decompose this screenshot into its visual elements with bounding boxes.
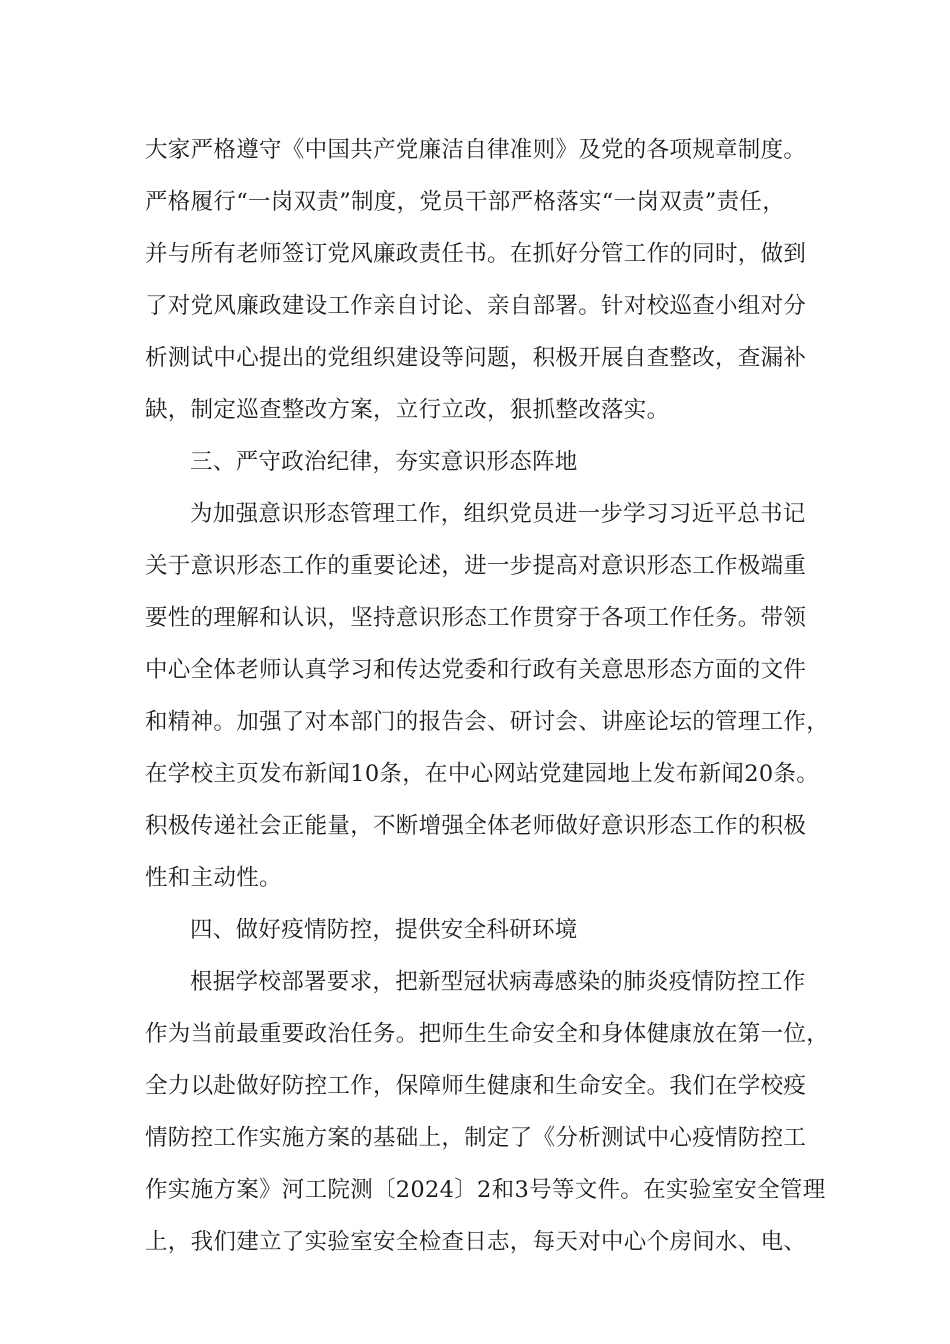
- body-text-line: 析测试中心提出的党组织建设等问题，积极开展自查整改，查漏补: [145, 345, 807, 371]
- body-text-line: 性和主动性。: [145, 865, 282, 891]
- body-text-line: 严格履行“一岗双责”制度，党员干部严格落实“一岗双责”责任，: [145, 189, 786, 215]
- body-text-line: 要性的理解和认识，坚持意识形态工作贯穿于各项工作任务。带领: [145, 605, 807, 631]
- body-text-line: 和精神。加强了对本部门的报告会、研讨会、讲座论坛的管理工作，: [145, 709, 830, 735]
- body-text-line: 情防控工作实施方案的基础上，制定了《分析测试中心疫情防控工: [145, 1125, 807, 1151]
- body-text-line: 大家严格遵守《中国共产党廉洁自律准则》及党的各项规章制度。: [145, 137, 807, 163]
- body-text-line: 在学校主页发布新闻10条，在中心网站党建园地上发布新闻20条。: [145, 761, 820, 787]
- body-text-line: 根据学校部署要求，把新型冠状病毒感染的肺炎疫情防控工作: [190, 969, 806, 995]
- body-text-line: 中心全体老师认真学习和传达党委和行政有关意思形态方面的文件: [145, 657, 807, 683]
- body-text-line: 了对党风廉政建设工作亲自讨论、亲自部署。针对校巡查小组对分: [145, 293, 807, 319]
- body-text-line: 关于意识形态工作的重要论述，进一步提高对意识形态工作极端重: [145, 553, 807, 579]
- body-text-line: 积极传递社会正能量，不断增强全体老师做好意识形态工作的积极: [145, 813, 807, 839]
- body-text-line: 并与所有老师签订党风廉政责任书。在抓好分管工作的同时，做到: [145, 241, 807, 267]
- body-text-line: 缺，制定巡查整改方案，立行立改，狠抓整改落实。: [145, 397, 670, 423]
- body-text-line: 作为当前最重要政治任务。把师生生命安全和身体健康放在第一位，: [145, 1021, 830, 1047]
- body-text-line: 作实施方案》河工院测〔2024〕2和3号等文件。在实验室安全管理: [145, 1177, 826, 1203]
- section-heading: 四、做好疫情防控，提供安全科研环境: [190, 917, 578, 943]
- body-text-line: 全力以赴做好防控工作，保障师生健康和生命安全。我们在学校疫: [145, 1073, 807, 1099]
- body-text-line: 为加强意识形态管理工作，组织党员进一步学习习近平总书记: [190, 501, 806, 527]
- section-heading: 三、严守政治纪律，夯实意识形态阵地: [190, 449, 578, 475]
- body-text-line: 上，我们建立了实验室安全检查日志，每天对中心个房间水、电、: [145, 1229, 807, 1255]
